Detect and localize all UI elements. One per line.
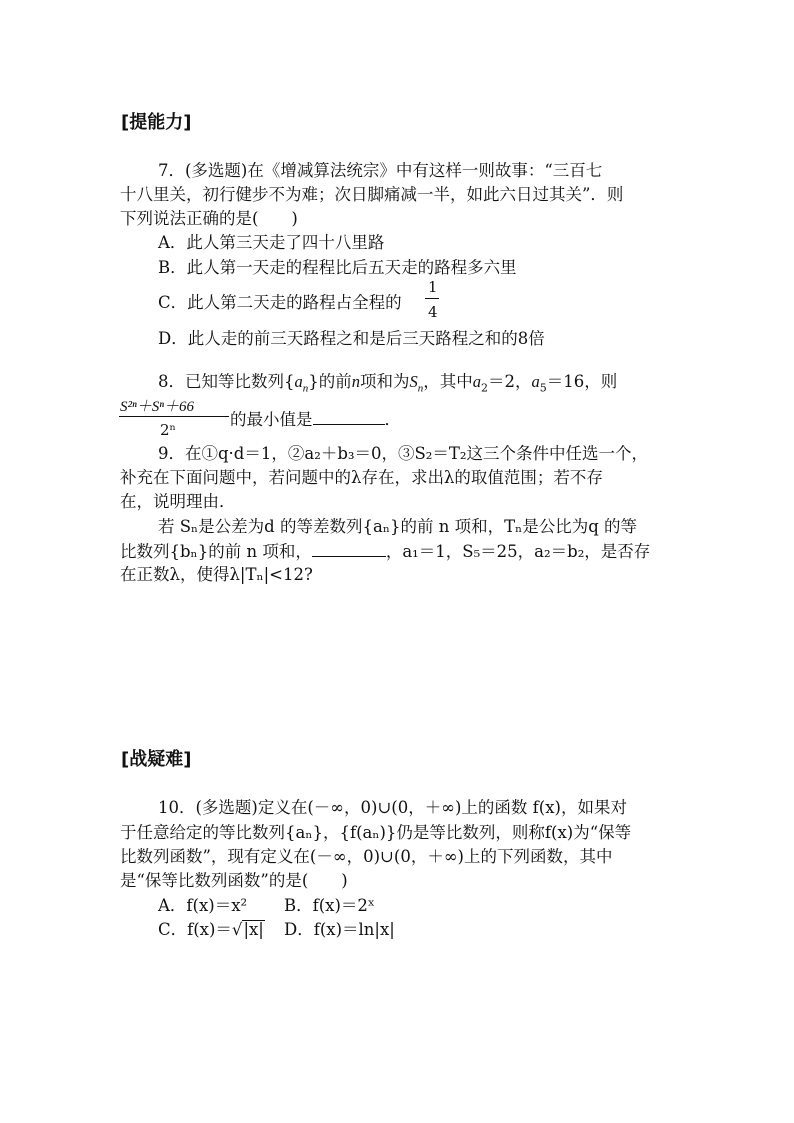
q7-option-c-numerator: 1 — [428, 278, 438, 296]
q7-option-a: A．此人第三天走了四十八里路 — [158, 233, 385, 252]
q10-line-2: 于任意给定的等比数列{aₙ}，{f(aₙ)}仍是等比数列，则称f(x)为“保等 — [120, 823, 632, 842]
q7-option-c: C．此人第二天走的路程占全程的 — [158, 293, 402, 312]
q7-option-b: B．此人第一天走的程程比后五天走的路程多六里 — [158, 258, 517, 277]
q10-option-b: B．f(x)＝2ˣ — [284, 896, 375, 915]
q7-line-3: 下列说法正确的是( ) — [120, 209, 298, 228]
q8-fraction-denominator: 2ⁿ — [160, 421, 177, 439]
q9-line-1: 9．在①q·d＝1，②a₂＋b₃＝0，③S₂＝T₂这三个条件中任选一个， — [158, 444, 649, 463]
q10-line-1: 10．(多选题)定义在(－∞，0)∪(0，＋∞)上的函数 f(x)，如果对 — [158, 798, 627, 817]
q9-line-5: 比数列{bₙ}的前 n 项和， ，a₁＝1，S₅＝25，a₂＝b₂，是否存 — [120, 542, 651, 561]
q7-line-2: 十八里关，初行健步不为难；次日脚痛减一半，如此六日过其关”．则 — [120, 185, 624, 204]
q10-option-a: A．f(x)＝x² — [158, 896, 248, 915]
q9-line-3: 在，说明理由． — [120, 492, 236, 511]
q8-answer-blank[interactable] — [313, 408, 385, 425]
q9-condition-blank[interactable] — [312, 540, 386, 557]
q10-line-3: 比数列函数”，现有定义在(－∞，0)∪(0，＋∞)上的下列函数，其中 — [120, 847, 613, 866]
q9-line-2: 补充在下面问题中，若问题中的λ存在，求出λ的取值范围；若不存 — [120, 468, 603, 487]
q10-option-d: D．f(x)＝ln|x| — [284, 920, 395, 939]
q10-line-4: 是“保等比数列函数”的是( ) — [120, 871, 348, 890]
q8-fraction-numerator: S²ⁿ＋Sⁿ＋66 — [120, 399, 194, 415]
q8-line-1: 8．已知等比数列$\{a_n\}$的前n项和为$S_n$，其中$a_2=2$，$a_5=16$，则 — [158, 372, 618, 395]
section-heading-zhanyi: [战疑难] — [121, 749, 192, 770]
q7-option-d: D．此人走的前三天路程之和是后三天路程之和的8倍 — [158, 329, 545, 348]
q9-line-4: 若 Sₙ是公差为d 的等差数列{aₙ}的前 n 项和，Tₙ是公比为q 的等 — [158, 517, 638, 536]
q7-option-c-fraction-bar — [425, 298, 439, 299]
q8-line-2: 的最小值是 ． — [230, 410, 401, 429]
q9-line-6: 在正数λ，使得λ|Tₙ|<12? — [120, 565, 313, 584]
section-heading-tineng: [提能力] — [121, 112, 192, 133]
q7-line-1: 7．(多选题)在《增减算法统宗》中有这样一则故事：“三百七 — [158, 161, 603, 180]
q8-fraction-bar — [119, 416, 229, 417]
q10-option-c-radicand: |x| — [243, 920, 264, 939]
q10-option-c: C．f(x)＝√|x| — [158, 920, 264, 939]
q7-option-c-denominator: 4 — [428, 303, 438, 321]
